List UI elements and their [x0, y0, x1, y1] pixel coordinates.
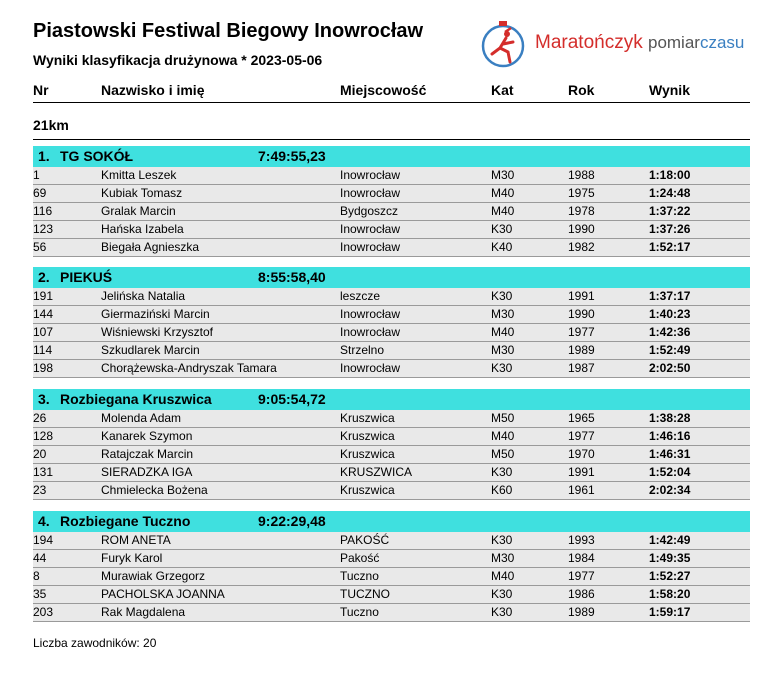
cell-city: Tuczno — [340, 605, 379, 619]
participant-count: Liczba zawodników: 20 — [33, 636, 157, 650]
cell-result: 1:42:36 — [649, 325, 691, 339]
result-row — [33, 306, 750, 324]
team-name: PIEKUŚ — [60, 269, 113, 285]
cell-result: 1:58:20 — [649, 587, 691, 601]
column-header-city: Miejscowość — [340, 82, 427, 98]
cell-name: Molenda Adam — [101, 411, 182, 425]
cell-nr: 23 — [33, 483, 47, 497]
result-row — [33, 185, 750, 203]
cell-year: 1977 — [568, 325, 595, 339]
column-header-name: Nazwisko i imię — [101, 82, 205, 98]
cell-year: 1977 — [568, 569, 595, 583]
cell-nr: 20 — [33, 447, 47, 461]
team-name: TG SOKÓŁ — [60, 148, 134, 164]
cell-year: 1987 — [568, 361, 595, 375]
team-header — [33, 511, 750, 532]
result-row — [33, 428, 750, 446]
column-header-result: Wynik — [649, 82, 690, 98]
team-total-time: 9:22:29,48 — [258, 513, 326, 529]
cell-nr: 114 — [33, 343, 53, 357]
result-row — [33, 482, 750, 500]
cell-city: PAKOŚĆ — [340, 533, 390, 547]
cell-name: Biegała Agnieszka — [101, 240, 200, 254]
cell-result: 1:37:17 — [649, 289, 691, 303]
result-row — [33, 586, 750, 604]
cell-name: Kanarek Szymon — [101, 429, 193, 443]
cell-city: Inowrocław — [340, 168, 401, 182]
team-total-time: 9:05:54,72 — [258, 391, 326, 407]
cell-city: Bydgoszcz — [340, 204, 399, 218]
cell-nr: 123 — [33, 222, 54, 236]
header-divider — [33, 102, 750, 103]
cell-city: Inowrocław — [340, 325, 401, 339]
logo-tagline-part2: czasu — [699, 33, 745, 52]
logo-brand-text: Maratończyk — [535, 32, 643, 53]
cell-cat: M30 — [491, 343, 515, 357]
cell-city: TUCZNO — [340, 587, 390, 601]
team-name: Rozbiegane Tuczno — [60, 513, 191, 529]
cell-name: Wiśniewski Krzysztof — [101, 325, 214, 339]
cell-cat: K30 — [491, 222, 513, 236]
cell-year: 1991 — [568, 465, 595, 479]
cell-nr: 35 — [33, 587, 47, 601]
cell-cat: M40 — [491, 569, 515, 583]
cell-year: 1984 — [568, 551, 595, 565]
cell-name: Kubiak Tomasz — [101, 186, 183, 200]
cell-nr: 56 — [33, 240, 47, 254]
cell-nr: 144 — [33, 307, 54, 321]
cell-year: 1989 — [568, 343, 595, 357]
cell-nr: 44 — [33, 551, 47, 565]
cell-year: 1978 — [568, 204, 595, 218]
page-subtitle: Wyniki klasyfikacja drużynowa * 2023-05-06 — [33, 52, 323, 68]
cell-result: 1:52:17 — [649, 240, 691, 254]
cell-year: 1988 — [568, 168, 595, 182]
cell-cat: K30 — [491, 533, 513, 547]
cell-cat: M30 — [491, 551, 515, 565]
cell-year: 1975 — [568, 186, 595, 200]
cell-result: 1:24:48 — [649, 186, 691, 200]
cell-city: Inowrocław — [340, 307, 401, 321]
cell-city: Kruszwica — [340, 411, 395, 425]
cell-cat: M40 — [491, 325, 515, 339]
cell-city: leszcze — [340, 289, 381, 303]
cell-name: SIERADZKA IGA — [101, 465, 193, 479]
cell-city: Kruszwica — [340, 429, 395, 443]
cell-city: Tuczno — [340, 569, 379, 583]
cell-year: 1990 — [568, 222, 595, 236]
cell-name: Jelińska Natalia — [101, 289, 186, 303]
cell-result: 1:46:16 — [649, 429, 691, 443]
distance-label: 21km — [33, 117, 69, 133]
cell-result: 2:02:50 — [649, 361, 691, 375]
cell-cat: M30 — [491, 168, 515, 182]
cell-cat: M50 — [491, 411, 515, 425]
cell-nr: 1 — [33, 168, 40, 182]
cell-nr: 116 — [33, 204, 53, 218]
cell-nr: 26 — [33, 411, 47, 425]
team-place: 2. — [38, 269, 50, 285]
cell-cat: K30 — [491, 361, 513, 375]
cell-result: 1:37:22 — [649, 204, 691, 218]
cell-result: 1:46:31 — [649, 447, 691, 461]
column-header-nr: Nr — [33, 82, 49, 98]
team-header — [33, 267, 750, 288]
cell-result: 1:52:49 — [649, 343, 691, 357]
team-name: Rozbiegana Kruszwica — [60, 391, 212, 407]
cell-city: Inowrocław — [340, 222, 401, 236]
cell-result: 1:52:27 — [649, 569, 691, 583]
cell-result: 1:42:49 — [649, 533, 691, 547]
result-row — [33, 324, 750, 342]
cell-nr: 194 — [33, 533, 54, 547]
cell-year: 1993 — [568, 533, 595, 547]
cell-city: KRUSZWICA — [340, 465, 412, 479]
cell-year: 1991 — [568, 289, 595, 303]
cell-name: Rak Magdalena — [101, 605, 186, 619]
result-row — [33, 342, 750, 360]
cell-cat: K40 — [491, 240, 513, 254]
cell-result: 1:40:23 — [649, 307, 691, 321]
result-row — [33, 360, 750, 378]
team-header — [33, 389, 750, 410]
result-row — [33, 288, 750, 306]
cell-result: 1:59:17 — [649, 605, 691, 619]
cell-cat: K30 — [491, 465, 513, 479]
result-row — [33, 239, 750, 257]
team-header — [33, 146, 750, 167]
column-header-category: Kat — [491, 82, 514, 98]
cell-result: 1:37:26 — [649, 222, 691, 236]
cell-nr: 203 — [33, 605, 54, 619]
page-title: Piastowski Festiwal Biegowy Inowrocław — [33, 20, 424, 42]
cell-year: 1986 — [568, 587, 595, 601]
cell-name: Furyk Karol — [101, 551, 163, 565]
cell-cat: M40 — [491, 186, 515, 200]
result-row — [33, 604, 750, 622]
cell-result: 2:02:34 — [649, 483, 691, 497]
cell-year: 1977 — [568, 429, 595, 443]
cell-cat: M50 — [491, 447, 515, 461]
cell-nr: 198 — [33, 361, 54, 375]
cell-year: 1990 — [568, 307, 595, 321]
cell-year: 1970 — [568, 447, 595, 461]
cell-name: Ratajczak Marcin — [101, 447, 194, 461]
cell-name: ROM ANETA — [101, 533, 171, 547]
cell-nr: 128 — [33, 429, 54, 443]
cell-city: Inowrocław — [340, 186, 401, 200]
cell-year: 1965 — [568, 411, 595, 425]
cell-city: Inowrocław — [340, 361, 401, 375]
cell-nr: 131 — [33, 465, 54, 479]
cell-city: Inowrocław — [340, 240, 401, 254]
distance-divider — [33, 139, 750, 140]
cell-cat: K30 — [491, 587, 513, 601]
cell-cat: M40 — [491, 429, 515, 443]
cell-name: Murawiak Grzegorz — [101, 569, 206, 583]
team-place: 4. — [38, 513, 50, 529]
cell-nr: 191 — [33, 289, 54, 303]
cell-name: PACHOLSKA JOANNA — [101, 587, 225, 601]
cell-cat: K30 — [491, 605, 513, 619]
cell-name: Gralak Marcin — [101, 204, 176, 218]
column-header-year: Rok — [568, 82, 595, 98]
cell-cat: M30 — [491, 307, 515, 321]
cell-city: Kruszwica — [340, 483, 395, 497]
cell-city: Strzelno — [340, 343, 385, 357]
cell-result: 1:38:28 — [649, 411, 691, 425]
result-row — [33, 410, 750, 428]
result-row — [33, 221, 750, 239]
team-total-time: 7:49:55,23 — [258, 148, 326, 164]
cell-year: 1982 — [568, 240, 595, 254]
cell-name: Giermaziński Marcin — [101, 307, 210, 321]
cell-cat: K30 — [491, 289, 513, 303]
cell-name: Kmitta Leszek — [101, 168, 177, 182]
cell-nr: 107 — [33, 325, 54, 339]
maratonczyk-logo — [479, 18, 769, 72]
team-place: 3. — [38, 391, 50, 407]
cell-cat: K60 — [491, 483, 513, 497]
team-total-time: 8:55:58,40 — [258, 269, 326, 285]
cell-year: 1989 — [568, 605, 595, 619]
result-row — [33, 550, 750, 568]
cell-cat: M40 — [491, 204, 515, 218]
cell-nr: 8 — [33, 569, 40, 583]
cell-name: Hańska Izabela — [101, 222, 184, 236]
cell-result: 1:18:00 — [649, 168, 691, 182]
team-place: 1. — [38, 148, 50, 164]
cell-city: Pakość — [340, 551, 380, 565]
cell-year: 1961 — [568, 483, 595, 497]
result-row — [33, 464, 750, 482]
cell-name: Chmielecka Bożena — [101, 483, 208, 497]
result-row — [33, 532, 750, 550]
cell-result: 1:49:35 — [649, 551, 691, 565]
runner-stopwatch-icon — [479, 18, 531, 70]
result-row — [33, 203, 750, 221]
logo-tagline-part1: pomiar — [647, 33, 700, 52]
cell-result: 1:52:04 — [649, 465, 691, 479]
cell-name: Chorążewska-Andryszak Tamara — [101, 361, 277, 375]
result-row — [33, 446, 750, 464]
cell-name: Szkudlarek Marcin — [101, 343, 200, 357]
result-row — [33, 167, 750, 185]
result-row — [33, 568, 750, 586]
cell-city: Kruszwica — [340, 447, 395, 461]
cell-nr: 69 — [33, 186, 47, 200]
